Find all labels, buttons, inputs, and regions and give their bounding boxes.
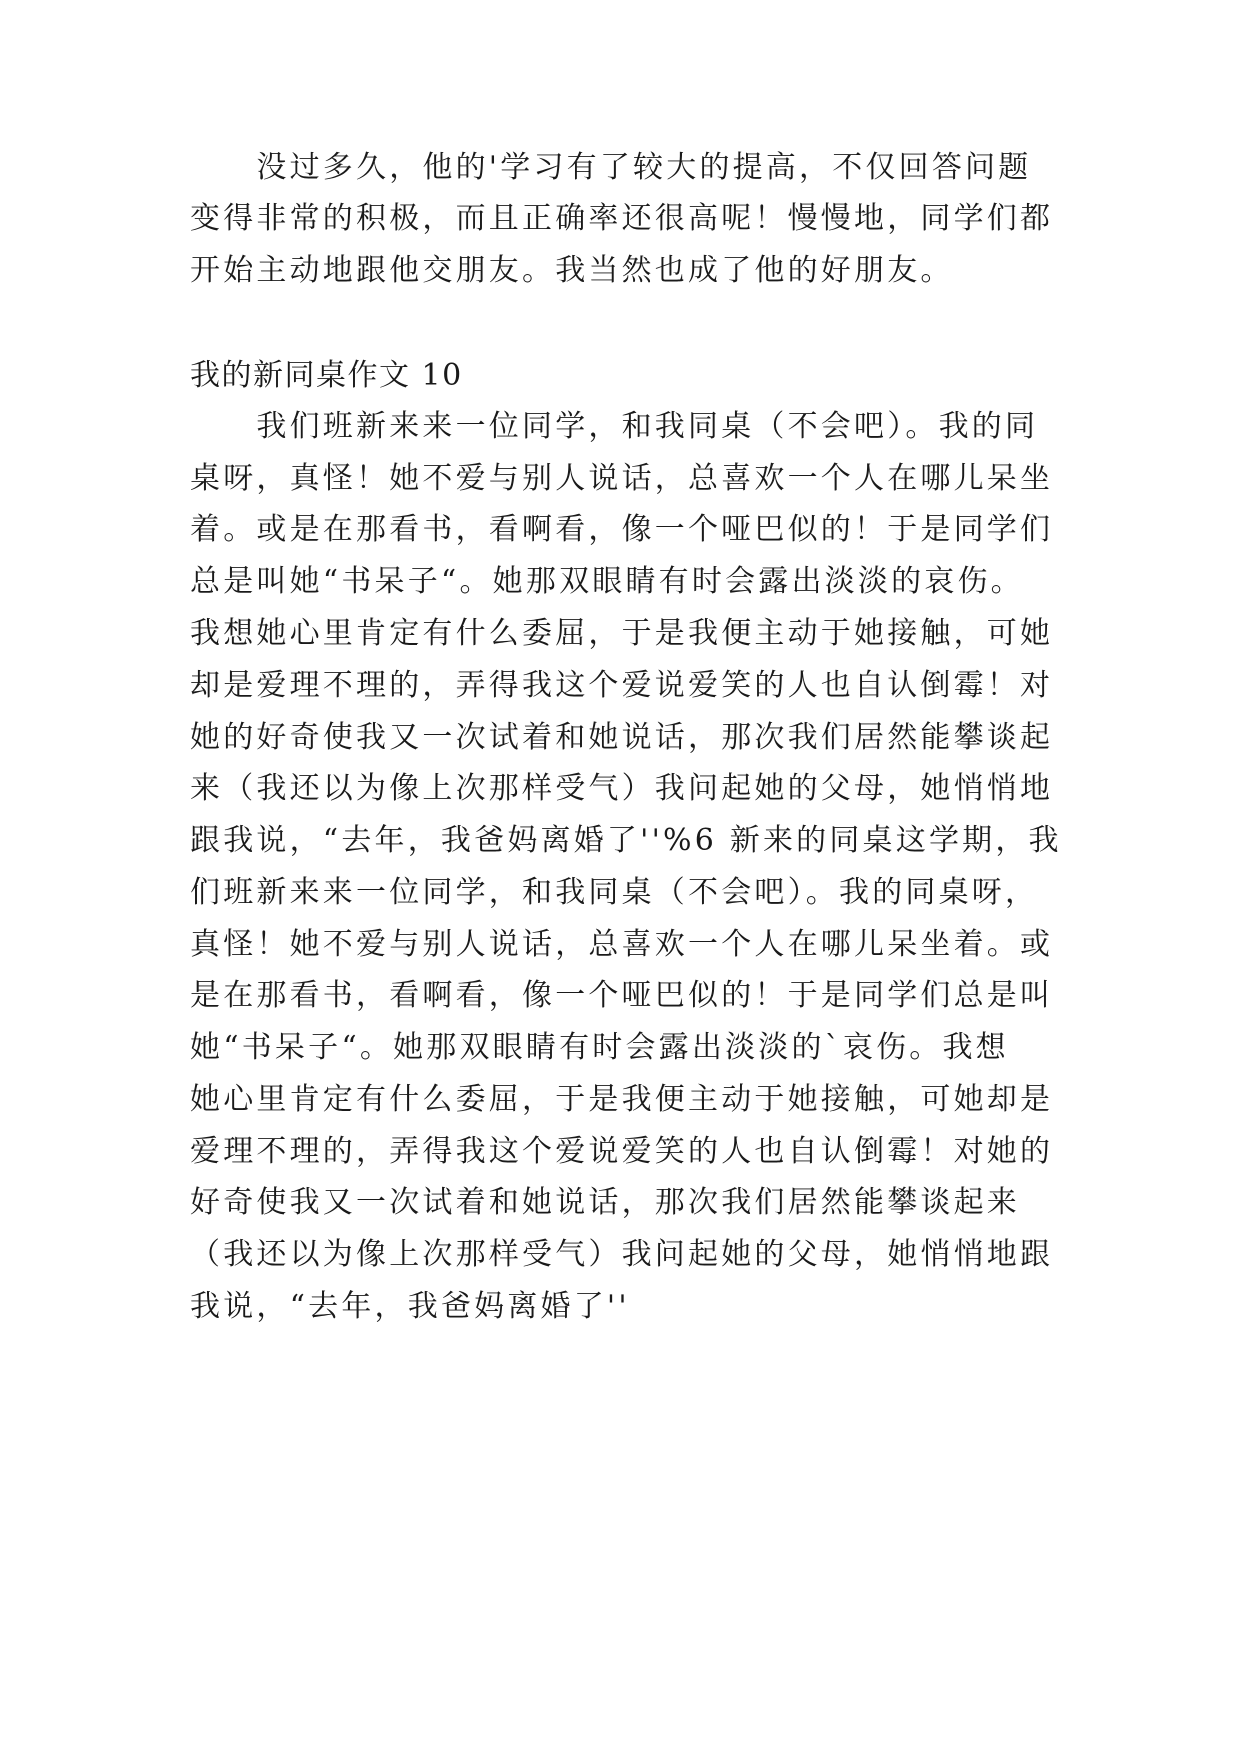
text-line: 是在那看书，看啊看，像一个哑巴似的！于是同学们总是叫 bbox=[190, 978, 1054, 1013]
text-line: 我说，“去年，我爸妈离婚了'' bbox=[190, 1289, 630, 1324]
text-line: 们班新来来一位同学，和我同桌（不会吧）。我的同桌呀， bbox=[190, 875, 1039, 910]
text-line: 她心里肯定有什么委屈，于是我便主动于她接触，可她却是 bbox=[190, 1082, 1054, 1117]
text-line: 真怪！她不爱与别人说话，总喜欢一个人在哪儿呆坐着。或 bbox=[190, 927, 1054, 962]
text-line: 跟我说，“去年，我爸妈离婚了''%6 新来的同桌这学期，我 bbox=[190, 823, 1062, 858]
text-line: （我还以为像上次那样受气）我问起她的父母，她悄悄地跟 bbox=[190, 1237, 1054, 1272]
section-heading: 我的新同桌作文 10 bbox=[190, 358, 463, 393]
text-line: 我们班新来来一位同学，和我同桌（不会吧）。我的同 bbox=[190, 409, 1039, 444]
text-line: 她的好奇使我又一次试着和她说话，那次我们居然能攀谈起 bbox=[190, 720, 1054, 755]
text-line: 总是叫她“书呆子“。她那双眼睛有时会露出淡淡的哀伤。 bbox=[190, 564, 1024, 599]
text-line: 爱理不理的，弄得我这个爱说爱笑的人也自认倒霉！对她的 bbox=[190, 1134, 1054, 1169]
text-line: 变得非常的积极，而且正确率还很高呢！慢慢地，同学们都 bbox=[190, 201, 1054, 236]
text-line: 我想她心里肯定有什么委屈，于是我便主动于她接触，可她 bbox=[190, 616, 1054, 651]
text-line: 她“书呆子“。她那双眼睛有时会露出淡淡的`哀伤。我想 bbox=[190, 1030, 1009, 1065]
text-line: 没过多久，他的'学习有了较大的提高，不仅回答问题 bbox=[190, 150, 1032, 185]
text-line: 开始主动地跟他交朋友。我当然也成了他的好朋友。 bbox=[190, 253, 954, 288]
text-line: 来（我还以为像上次那样受气）我问起她的父母，她悄悄地 bbox=[190, 771, 1054, 806]
text-line: 好奇使我又一次试着和她说话，那次我们居然能攀谈起来 bbox=[190, 1185, 1020, 1220]
text-line: 却是爱理不理的，弄得我这个爱说爱笑的人也自认倒霉！对 bbox=[190, 668, 1054, 703]
text-line: 桌呀，真怪！她不爱与别人说话，总喜欢一个人在哪儿呆坐 bbox=[190, 461, 1054, 496]
text-line: 着。或是在那看书，看啊看，像一个哑巴似的！于是同学们 bbox=[190, 512, 1054, 547]
